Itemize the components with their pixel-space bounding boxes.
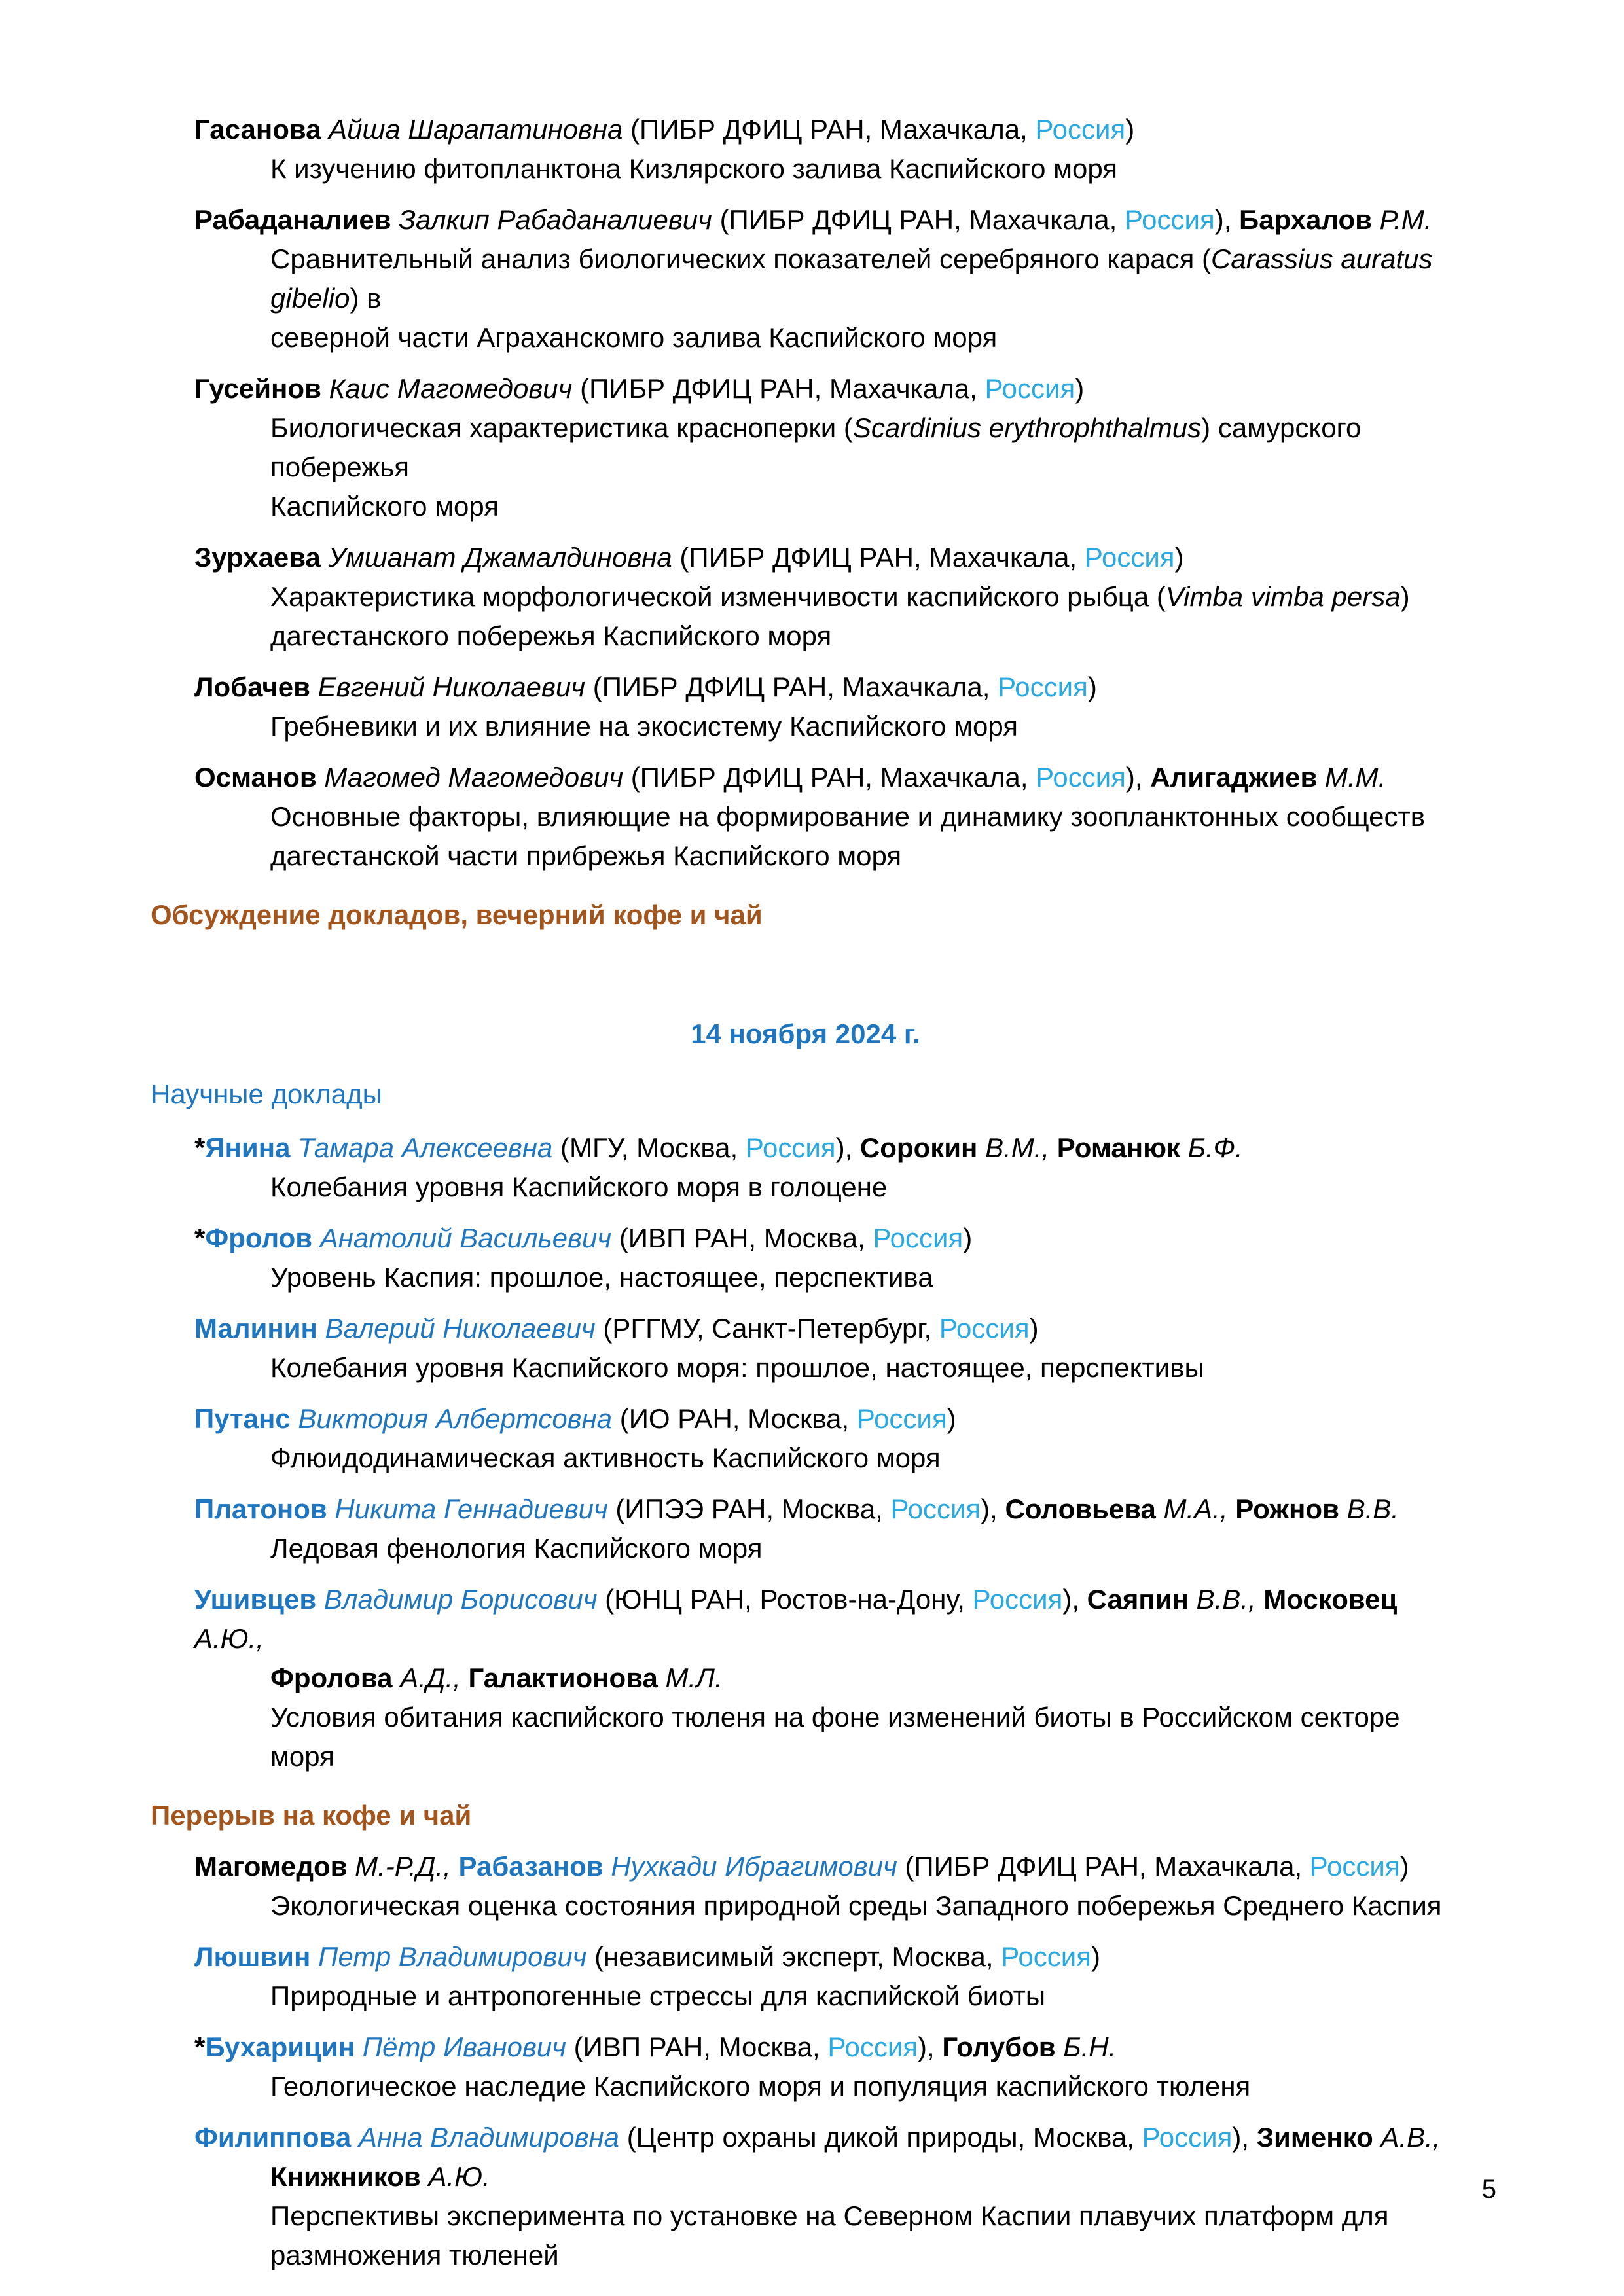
text-segment: (ЮНЦ РАН, Ростов-на-Дону,: [605, 1584, 973, 1615]
session-continued-entries: [151, 110, 1460, 876]
text-segment: (независимый эксперт, Москва,: [594, 1941, 1001, 1972]
text-segment: ): [1125, 114, 1135, 145]
date-heading: 14 ноября 2024 г.: [691, 1018, 920, 1049]
text-segment: Природные и антропогенные стрессы для каспийской биоты: [270, 1981, 1046, 2011]
text-segment: (ПИБР ДФИЦ РАН, Махачкала,: [719, 204, 1125, 235]
talk-title-line: [151, 1886, 1460, 1926]
text-segment: Уровень Каспия: прошлое, настоящее, перспектива: [270, 1262, 933, 1293]
text-segment: Умшанат Джамалдиновна: [320, 542, 680, 573]
talk-title-line: [151, 487, 1460, 526]
text-segment: Айша Шарапатиновна: [321, 114, 631, 145]
text-segment: Россия: [745, 1132, 836, 1163]
text-segment: Б.Ф.: [1180, 1132, 1243, 1163]
author-line: [151, 1937, 1460, 1977]
text-segment: Россия: [1142, 2122, 1233, 2153]
author-line: [151, 110, 1460, 149]
text-segment: Гребневики и их влияние на экосистему Каспийского моря: [270, 711, 1018, 742]
text-segment: Россия: [856, 1403, 947, 1434]
text-segment: Экологическая оценка состояния природной среды Западного побережья Среднего Каспия: [270, 1890, 1442, 1921]
talk-title-line: [151, 408, 1460, 487]
talk-title-line: [151, 577, 1460, 617]
text-segment: ),: [981, 1494, 1005, 1524]
text-segment: Россия: [827, 2032, 918, 2062]
text-segment: ),: [918, 2032, 943, 2062]
talk-title-line: [151, 617, 1460, 656]
text-segment: Валерий Николаевич: [317, 1313, 604, 1344]
text-segment: размножения тюленей: [270, 2240, 559, 2270]
program-entry: [151, 1937, 1460, 2016]
text-segment: Путанс: [194, 1403, 291, 1434]
text-segment: Московец: [1263, 1584, 1398, 1615]
text-segment: Колебания уровня Каспийского моря в голоцене: [270, 1172, 888, 1202]
session-day14-morning: [151, 1128, 1460, 1776]
program-entry: [151, 2118, 1460, 2275]
author-line: [151, 668, 1460, 707]
text-segment: *: [194, 1132, 206, 1163]
text-segment: Зименко: [1256, 2122, 1373, 2153]
text-segment: Россия: [1035, 114, 1126, 145]
text-segment: ),: [835, 1132, 860, 1163]
text-segment: В.В.: [1339, 1494, 1399, 1524]
session-day14-after-break: [151, 1847, 1460, 2275]
break-heading: Перерыв на кофе и чай: [151, 1800, 472, 1831]
text-segment: Пётр Иванович: [355, 2032, 574, 2062]
program-entry: [151, 1309, 1460, 1388]
text-segment: (ПИБР ДФИЦ РАН, Махачкала,: [679, 542, 1085, 573]
text-segment: ): [1400, 581, 1410, 612]
text-segment: Нухкади Ибрагимович: [603, 1851, 905, 1882]
author-line: [151, 1128, 1460, 1168]
talk-title-line: [151, 1698, 1460, 1776]
text-segment: К изучению фитопланктона Кизлярского залива Каспийского моря: [270, 153, 1117, 184]
text-segment: Анатолий Васильевич: [312, 1223, 619, 1253]
page-number: 5: [1481, 2175, 1496, 2204]
text-segment: Малинин: [194, 1313, 317, 1344]
text-segment: Биологическая характеристика красноперки (: [270, 412, 853, 443]
talk-title-line: [151, 240, 1460, 318]
text-segment: Россия: [939, 1313, 1030, 1344]
text-segment: Scardinius erythrophthalmus: [852, 412, 1202, 443]
text-segment: Книжников: [270, 2161, 421, 2192]
text-segment: ): [963, 1223, 973, 1253]
text-segment: Гасанова: [194, 114, 321, 145]
text-segment: Ледовая фенология Каспийского моря: [270, 1533, 763, 1564]
text-segment: А.Д.,: [392, 1662, 469, 1693]
text-segment: Галактионова: [468, 1662, 658, 1693]
text-segment: Соловьева: [1005, 1494, 1156, 1524]
program-entry: [151, 200, 1460, 357]
text-segment: северной части Аграханскомго залива Каспийского моря: [270, 322, 998, 353]
text-segment: Евгений Николаевич: [310, 672, 593, 702]
text-segment: Гусейнов: [194, 373, 321, 404]
program-entry: [151, 369, 1460, 526]
text-segment: Колебания уровня Каспийского моря: прошлое, настоящее, перспективы: [270, 1352, 1204, 1383]
text-segment: Рожнов: [1235, 1494, 1339, 1524]
program-entry: [151, 1580, 1460, 1776]
text-segment: Петр Владимирович: [310, 1941, 595, 1972]
text-segment: Vimba vimba persa: [1165, 581, 1401, 612]
talk-title-line: [151, 149, 1460, 188]
text-segment: Каспийского моря: [270, 491, 499, 522]
text-segment: Филиппова: [194, 2122, 352, 2153]
text-segment: М.А.,: [1155, 1494, 1236, 1524]
text-segment: ): [1174, 542, 1184, 573]
text-segment: Османов: [194, 762, 317, 793]
talk-title-line: [151, 2067, 1460, 2106]
talk-title-line: [151, 1348, 1460, 1388]
program-entry: [151, 2028, 1460, 2106]
program-entry: [151, 1128, 1460, 1207]
text-segment: дагестанского побережья Каспийского моря: [270, 620, 832, 651]
program-entry: [151, 110, 1460, 188]
text-segment: Сравнительный анализ биологических показателей серебряного карася (: [270, 243, 1212, 274]
text-segment: ): [1029, 1313, 1039, 1344]
author-line: [151, 1490, 1460, 1529]
text-segment: А.В.,: [1373, 2122, 1441, 2153]
text-segment: Геологическое наследие Каспийского моря и популяция каспийского тюленя: [270, 2071, 1251, 2102]
text-segment: ): [1399, 1851, 1409, 1882]
text-segment: (Центр охраны дикой природы, Москва,: [626, 2122, 1142, 2153]
text-segment: Флюидодинамическая активность Каспийского моря: [270, 1443, 941, 1473]
text-segment: (ПИБР ДФИЦ РАН, Махачкала,: [630, 114, 1036, 145]
text-segment: ): [1091, 1941, 1100, 1972]
text-segment: Магомедов: [194, 1851, 348, 1882]
text-segment: Анна Владимировна: [351, 2122, 627, 2153]
text-segment: А.Ю.: [420, 2161, 490, 2192]
text-segment: (ПИБР ДФИЦ РАН, Махачкала,: [580, 373, 985, 404]
author-line: [151, 1219, 1460, 1258]
text-segment: (ИО РАН, Москва,: [619, 1403, 857, 1434]
discussion-heading: Обсуждение докладов, вечерний кофе и чай: [151, 899, 763, 930]
text-segment: (ИВП РАН, Москва,: [619, 1223, 873, 1253]
author-line: [151, 1580, 1460, 1659]
text-segment: М.-Р.Д.,: [347, 1851, 459, 1882]
program-entry: [151, 668, 1460, 746]
text-segment: Условия обитания каспийского тюленя на фоне изменений биоты в Российском секторе моря: [270, 1702, 1408, 1772]
text-segment: А.Ю.,: [194, 1584, 1405, 1654]
text-segment: Р.М.: [1372, 204, 1432, 235]
text-segment: дагестанской части прибрежья Каспийского моря: [270, 840, 902, 871]
text-segment: Россия: [1084, 542, 1175, 573]
text-segment: ): [947, 1403, 956, 1434]
program-entry: [151, 1490, 1460, 1568]
text-segment: Бухарицин: [205, 2032, 355, 2062]
talk-title-line: [151, 1168, 1460, 1207]
text-segment: Владимир Борисович: [316, 1584, 605, 1615]
text-segment: Б.Н.: [1055, 2032, 1117, 2062]
text-segment: *: [194, 1223, 206, 1253]
talk-title-line: [151, 797, 1460, 836]
program-entry: [151, 538, 1460, 656]
session-heading: Научные доклады: [151, 1079, 382, 1109]
text-segment: Каис Магомедович: [321, 373, 581, 404]
text-segment: ),: [1214, 204, 1240, 235]
text-segment: Сорокин: [859, 1132, 978, 1163]
text-segment: ) самурского побережья: [270, 412, 1369, 482]
text-segment: Россия: [1309, 1851, 1400, 1882]
text-segment: Россия: [984, 373, 1075, 404]
text-segment: М.М.: [1317, 762, 1386, 793]
text-segment: ): [1087, 672, 1097, 702]
talk-title-line: [151, 2236, 1460, 2275]
text-segment: В.М.,: [977, 1132, 1057, 1163]
text-segment: Саяпин: [1087, 1584, 1189, 1615]
text-segment: ) в: [350, 283, 382, 314]
author-line-continuation: [151, 2157, 1460, 2197]
text-segment: (ПИБР ДФИЦ РАН, Махачкала,: [905, 1851, 1310, 1882]
program-entry: [151, 758, 1460, 876]
text-segment: Голубов: [942, 2032, 1056, 2062]
author-line: [151, 758, 1460, 797]
author-line: [151, 369, 1460, 408]
text-segment: Россия: [998, 672, 1088, 702]
text-segment: Люшвин: [194, 1941, 311, 1972]
text-segment: ),: [1125, 762, 1151, 793]
author-line: [151, 1399, 1460, 1439]
author-line-continuation: [151, 1659, 1460, 1698]
text-segment: Платонов: [194, 1494, 327, 1524]
text-segment: ),: [1062, 1584, 1087, 1615]
text-segment: Россия: [873, 1223, 964, 1253]
text-segment: Фролов: [205, 1223, 313, 1253]
author-line: [151, 1847, 1460, 1886]
text-segment: Россия: [890, 1494, 981, 1524]
text-segment: Залкип Рабаданалиевич: [391, 204, 720, 235]
text-segment: Характеристика морфологической изменчивости каспийского рыбца (: [270, 581, 1166, 612]
text-segment: Россия: [1036, 762, 1126, 793]
text-segment: (МГУ, Москва,: [560, 1132, 746, 1163]
author-line: [151, 2028, 1460, 2067]
text-segment: Лобачев: [194, 672, 310, 702]
text-segment: (ПИБР ДФИЦ РАН, Махачкала,: [630, 762, 1036, 793]
text-segment: Тамара Алексеевна: [290, 1132, 560, 1163]
text-segment: ): [1075, 373, 1085, 404]
text-segment: Романюк: [1056, 1132, 1180, 1163]
text-segment: М.Л.: [657, 1662, 723, 1693]
author-line: [151, 538, 1460, 577]
talk-title-line: [151, 1439, 1460, 1478]
talk-title-line: [151, 1977, 1460, 2016]
text-segment: Рабазанов: [458, 1851, 604, 1882]
text-segment: Фролова: [270, 1662, 393, 1693]
author-line: [151, 1309, 1460, 1348]
text-segment: Алигаджиев: [1150, 762, 1318, 793]
text-segment: (ПИБР ДФИЦ РАН, Махачкала,: [592, 672, 998, 702]
text-segment: Россия: [1124, 204, 1215, 235]
text-segment: В.В.,: [1188, 1584, 1264, 1615]
text-segment: Основные факторы, влияющие на формирование и динамику зоопланктонных сообществ: [270, 801, 1425, 832]
text-segment: Виктория Албертсовна: [290, 1403, 620, 1434]
text-segment: Carassius auratus gibelio: [270, 243, 1441, 314]
text-segment: (ИПЭЭ РАН, Москва,: [615, 1494, 891, 1524]
text-segment: Ушивцев: [194, 1584, 317, 1615]
program-entry: [151, 1847, 1460, 1926]
text-segment: Зурхаева: [194, 542, 321, 573]
talk-title-line: [151, 318, 1460, 357]
talk-title-line: [151, 1258, 1460, 1297]
text-segment: Россия: [1001, 1941, 1091, 1972]
text-segment: Перспективы эксперимента по установке на Северном Каспии плавучих платформ для: [270, 2200, 1389, 2231]
talk-title-line: [151, 2197, 1460, 2236]
text-segment: Россия: [972, 1584, 1063, 1615]
talk-title-line: [151, 707, 1460, 746]
author-line: [151, 2118, 1460, 2157]
author-line: [151, 200, 1460, 240]
text-segment: ),: [1232, 2122, 1257, 2153]
text-segment: Магомед Магомедович: [316, 762, 631, 793]
text-segment: Рабаданалиев: [194, 204, 391, 235]
talk-title-line: [151, 836, 1460, 876]
program-entry: [151, 1399, 1460, 1478]
text-segment: (ИВП РАН, Москва,: [573, 2032, 828, 2062]
text-segment: (РГГМУ, Санкт-Петербург,: [603, 1313, 939, 1344]
text-segment: Янина: [205, 1132, 291, 1163]
text-segment: *: [194, 2032, 206, 2062]
text-segment: Никита Геннадиевич: [327, 1494, 616, 1524]
text-segment: Бархалов: [1239, 204, 1372, 235]
talk-title-line: [151, 1529, 1460, 1568]
program-entry: [151, 1219, 1460, 1297]
